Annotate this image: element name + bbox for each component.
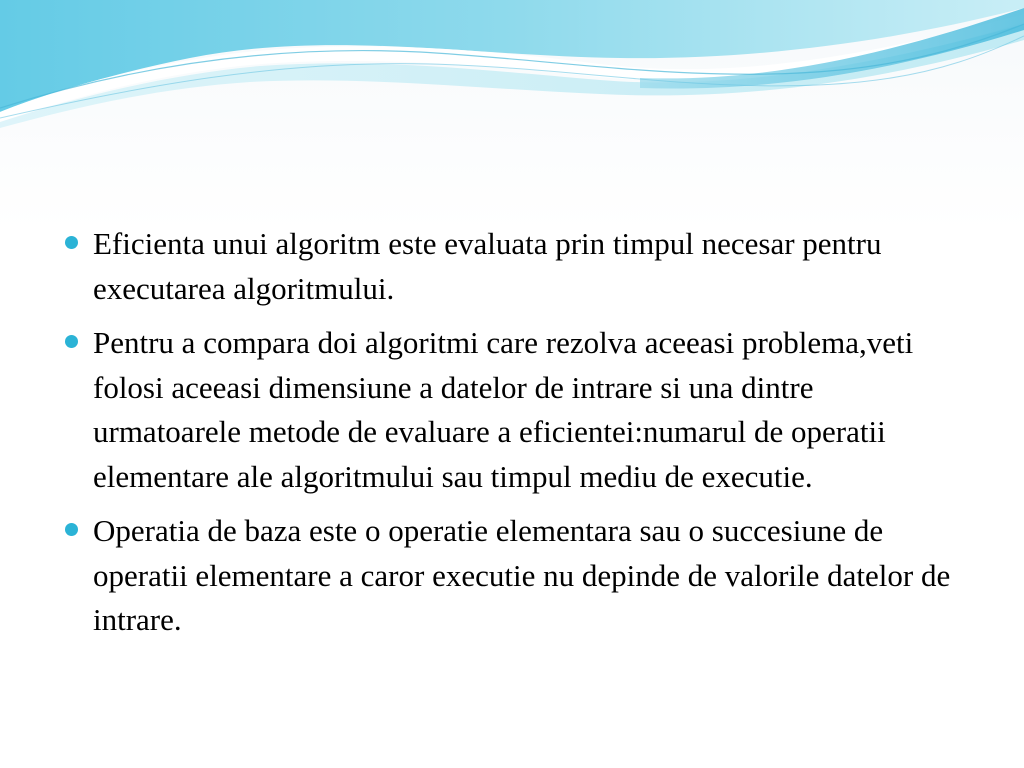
bullet-list xyxy=(62,222,962,653)
bullet-dot-icon xyxy=(65,335,78,348)
bullet-dot-icon xyxy=(65,236,78,249)
bullet-text: Operatia de baza este o operatie elementara sau o succesiune de operatii elementare a caror executie nu depinde de valorile datelor de intrare. xyxy=(93,513,951,637)
bullet-text: Pentru a compara doi algoritmi care rezolva aceeasi problema,veti folosi aceeasi dimensiune a datelor de intrare si una dintre urmatoarele metode de evaluare a eficientei:numarul de operatii elementare ale algoritmului sau timpul mediu de executie. xyxy=(93,325,914,494)
list-item xyxy=(62,222,962,311)
list-item xyxy=(62,321,962,499)
wave-header-decoration xyxy=(0,0,1024,130)
list-item xyxy=(62,509,962,643)
bullet-dot-icon xyxy=(65,523,78,536)
bullet-text: Eficienta unui algoritm este evaluata prin timpul necesar pentru executarea algoritmului. xyxy=(93,226,882,306)
